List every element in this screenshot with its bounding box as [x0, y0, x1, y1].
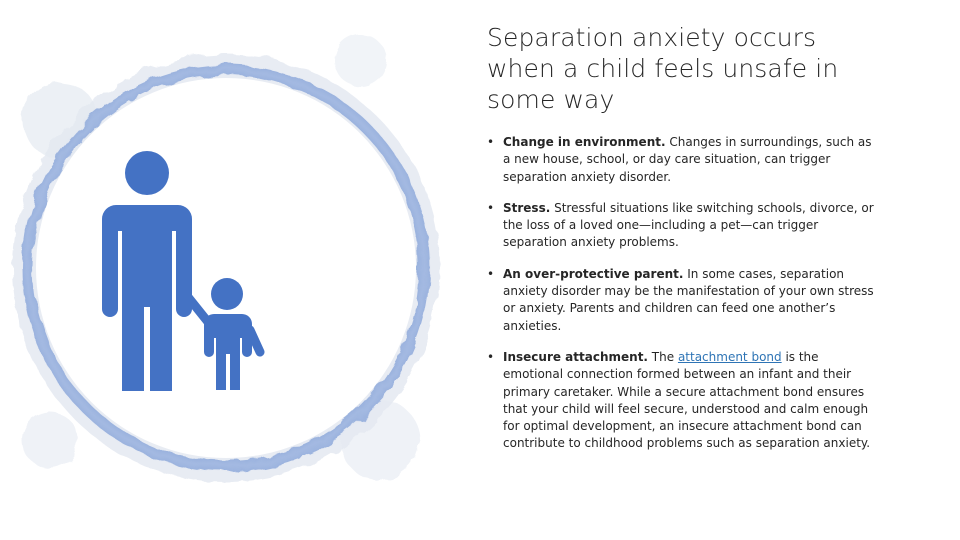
inner-disk [36, 78, 416, 458]
bullet-list [487, 134, 877, 467]
title-line-2: when a child feels unsafe in [487, 54, 839, 83]
bullet-term: Insecure attachment. [503, 349, 648, 364]
bullet-item-change-in-environment [487, 134, 877, 186]
bullet-symbol: • [487, 349, 495, 364]
bullet-item-insecure-attachment [487, 349, 877, 453]
bullet-term: Change in environment. [503, 135, 666, 149]
bullet-text-after-link: is the emotional connection formed between an infant and their primary caretaker. While a secure attachment bond ensures that your child will feel secure, understood and calm enough for optimal development, an insecure attachment bond can contribute to childhood problems such as separation anxiety. [503, 349, 871, 451]
bullet-symbol: • [487, 135, 495, 149]
bullet-text-before-link: The [647, 349, 678, 364]
bullet-term: An over-protective parent. [503, 266, 684, 281]
title-line-1: Separation anxiety occurs [487, 23, 817, 52]
slide-title [487, 22, 927, 115]
attachment-bond-link[interactable]: attachment bond [677, 349, 782, 364]
bullet-term: Stress. [503, 200, 551, 215]
bullet-text: Stressful situations like switching schools, divorce, or the loss of a loved one—including a pet—can trigger separation anxiety problems. [503, 200, 874, 250]
bullet-item-stress [487, 200, 877, 252]
bullet-item-over-protective-parent [487, 266, 877, 335]
bullet-symbol: • [487, 266, 495, 281]
bullet-text: Changes in surroundings, such as a new house, school, or day care situation, can trigger separation anxiety disorder. [503, 135, 872, 184]
bullet-text: In some cases, separation anxiety disorder may be the manifestation of your own stress or anxiety. Parents and children can feed one another’s anxieties. [503, 266, 874, 333]
title-line-3: some way [487, 85, 615, 114]
bullet-symbol: • [487, 200, 495, 215]
